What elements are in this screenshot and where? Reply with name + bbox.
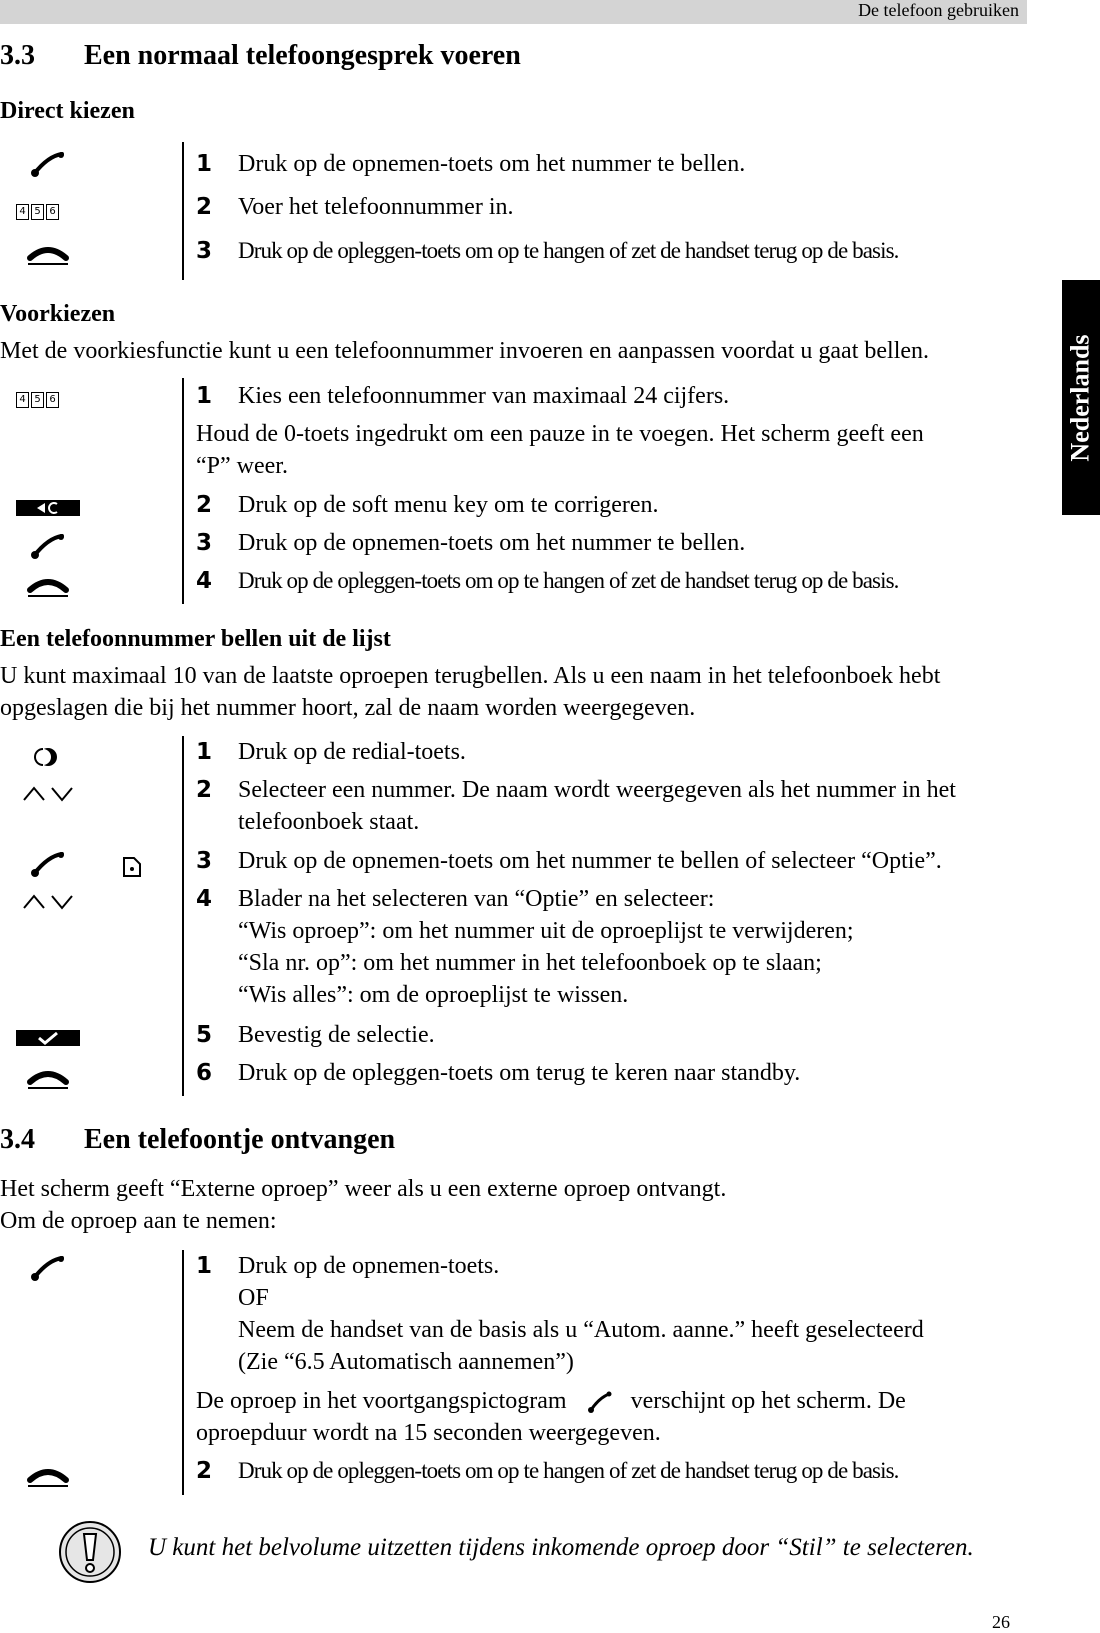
section-number: 3.4: [0, 1124, 35, 1155]
divider-line: [182, 142, 184, 280]
direct-step: 1 Druk op de opnemen-toets om het nummer te bellen.: [196, 151, 746, 177]
receive-intro: Het scherm geeft “Externe oproep” weer als u een externe oproep ontvangt. Om de oproep aan te nemen:: [0, 1176, 727, 1234]
talk-key-icon: [28, 1256, 68, 1282]
direct-heading: Direct kiezen: [0, 98, 135, 124]
call-progress-icon: [577, 1390, 621, 1414]
receive-step: 1 Druk op de opnemen-toets. OF Neem de handset van de basis als u “Autom. aanne.” heeft geselecteerd (Zie “6.5 Automatisch aannemen”): [196, 1253, 924, 1375]
divider-line: [182, 736, 184, 1096]
lijst-step: 5 Bevestig de selectie.: [196, 1022, 435, 1048]
lijst-step: 2 Selecteer een nummer. De naam wordt weergegeven als het nummer in het telefoonboek staat.: [196, 777, 956, 835]
hangup-key-icon: [26, 576, 70, 598]
number-keys-icon: 4 5 6: [16, 392, 59, 408]
hangup-key-icon: [26, 1466, 70, 1488]
up-down-arrows-icon: [22, 892, 78, 910]
pause-note: Houd de 0-toets ingedrukt om een pauze in te voegen. Het scherm geeft een “P” weer.: [196, 421, 924, 479]
voorkiezen-step: 3 Druk op de opnemen-toets om het nummer te bellen.: [196, 530, 746, 556]
section-title: Een telefoontje ontvangen: [84, 1124, 396, 1155]
lijst-step: 4 Blader na het selecteren van “Optie” en selecteer: “Wis oproep”: om het nummer uit de oproeplijst te verwijderen; “Sla nr. op”: om het nummer in het telefoonboek op te slaan; “Wis alles”: om de oproeplijst te wissen.: [196, 886, 854, 1008]
section-heading-3-3: [0, 40, 521, 72]
section-heading-3-4: [0, 1124, 395, 1156]
talk-key-icon: [28, 152, 68, 178]
note-text: U kunt het belvolume uitzetten tijdens inkomende oproep door “Stil” te selecteren.: [148, 1534, 974, 1561]
up-down-arrows-icon: [22, 784, 78, 802]
hangup-key-icon: [26, 1068, 70, 1090]
divider-line: [182, 1250, 184, 1495]
voorkiezen-step: 4 Druk op de opleggen-toets om op te hangen of zet de handset terug op de basis.: [196, 568, 899, 594]
voorkiezen-step: 2 Druk op de soft menu key om te corrigeren.: [196, 492, 659, 518]
page-number: 26: [992, 1612, 1010, 1632]
voorkiezen-heading: Voorkiezen: [0, 301, 116, 327]
direct-step: 2 Voer het telefoonnummer in.: [196, 194, 514, 220]
voorkiezen-step: 1 Kies een telefoonnummer van maximaal 24 cijfers.: [196, 383, 730, 409]
redial-key-icon: [34, 746, 60, 768]
lijst-step: 6 Druk op de opleggen-toets om terug te keren naar standby.: [196, 1060, 801, 1086]
voorkiezen-intro: Met de voorkiesfunctie kunt u een telefoonnummer invoeren en aanpassen voordat u gaat bellen.: [0, 338, 930, 364]
direct-step: 3 Druk op de opleggen-toets om op te hangen of zet de handset terug op de basis.: [196, 238, 899, 264]
confirm-softkey-icon: [16, 1030, 80, 1046]
lijst-intro: U kunt maximaal 10 van de laatste oproepen terugbellen. Als u een naam in het telefoonboek hebt opgeslagen die bij het nummer hoort, zal de naam worden weergegeven.: [0, 663, 941, 721]
hangup-key-icon: [26, 244, 70, 266]
receive-step: 2 Druk op de opleggen-toets om op te hangen of zet de handset terug op de basis.: [196, 1458, 899, 1484]
talk-key-icon: [28, 852, 68, 878]
section-number: 3.3: [0, 40, 35, 71]
header-title: De telefoon gebruiken: [858, 0, 1019, 20]
section-title: Een normaal telefoongesprek voeren: [84, 40, 521, 71]
language-tab: [1062, 280, 1100, 515]
clear-softkey-icon: [16, 500, 80, 516]
progress-note: De oproep in het voortgangspictogram verschijnt op het scherm. De oproepduur wordt na 15 seconden weergegeven.: [196, 1388, 906, 1446]
lijst-heading: Een telefoonnummer bellen uit de lijst: [0, 626, 391, 652]
number-keys-icon: 4 5 6: [16, 204, 59, 220]
lijst-step: 1 Druk op de redial-toets.: [196, 739, 466, 765]
menu-key-icon: [122, 856, 142, 878]
header-bar: [0, 0, 1027, 24]
talk-key-icon: [28, 534, 68, 560]
note-exclamation-icon: [58, 1520, 122, 1584]
language-tab-label: Nederlands: [1066, 333, 1095, 462]
divider-line: [182, 378, 184, 604]
lijst-step: 3 Druk op de opnemen-toets om het nummer te bellen of selecteer “Optie”.: [196, 848, 942, 874]
